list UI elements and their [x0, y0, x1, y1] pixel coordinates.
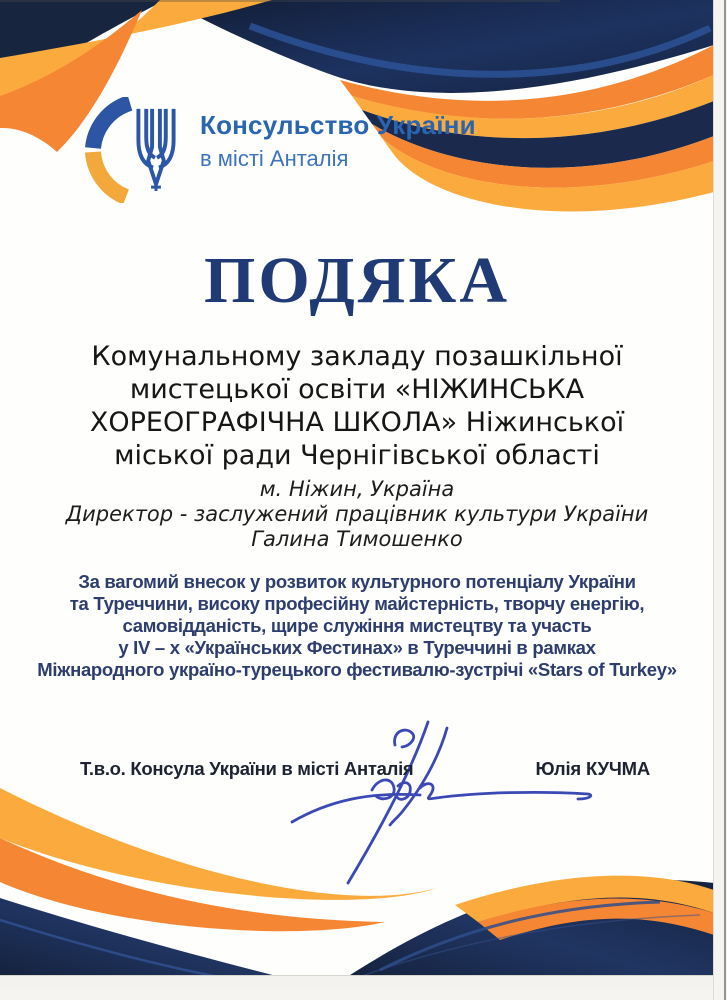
recipient-block	[37, 340, 677, 472]
director-title: Директор - заслужений працівник культури України	[65, 502, 649, 526]
consulate-header	[200, 110, 476, 172]
recipient-line: мистецької освіти «НІЖИНСЬКА	[129, 374, 585, 405]
citation-line: За вагомий внесок у розвиток культурного потенціалу України	[78, 571, 636, 592]
scan-bottom-edge	[0, 975, 714, 988]
consulate-name: Консульство України	[200, 110, 476, 140]
recipient-line: міської ради Чернігівської області	[114, 440, 600, 471]
scan-top-edge	[0, 0, 560, 2]
citation-line: у IV – х «Українських Фестинах» в Туреччині в рамках	[118, 637, 596, 658]
citation-line: самовідданість, щире служіння мистецтву та участь	[122, 615, 592, 636]
trident-icon	[131, 106, 181, 192]
citation-line: Міжнародного україно-турецького фестивалю-зустрічі «Stars of Turkey»	[37, 659, 677, 680]
handwritten-signature	[280, 688, 600, 888]
certificate-title: ПОДЯКА	[204, 244, 510, 317]
citation-line: та Туреччини, високу професійну майстерність, творчу енергію,	[69, 593, 645, 614]
recipient-line: Комунальному закладу позашкільної	[91, 341, 623, 372]
recipient-line: ХОРЕОГРАФІЧНА ШКОЛА» Ніжинської	[89, 407, 625, 438]
signer-name: Юлія КУЧМА	[535, 758, 650, 779]
director-name: Галина Тимошенко	[251, 527, 463, 551]
recipient-city: м. Ніжин, Україна	[259, 477, 455, 501]
recipient-details-block	[37, 477, 677, 552]
signer-title: Т.в.о. Консула України в місті Анталія	[80, 758, 414, 779]
consulate-location: в місті Анталія	[200, 146, 349, 171]
citation-block	[37, 571, 677, 681]
scan-right-edge-line	[724, 0, 726, 1000]
